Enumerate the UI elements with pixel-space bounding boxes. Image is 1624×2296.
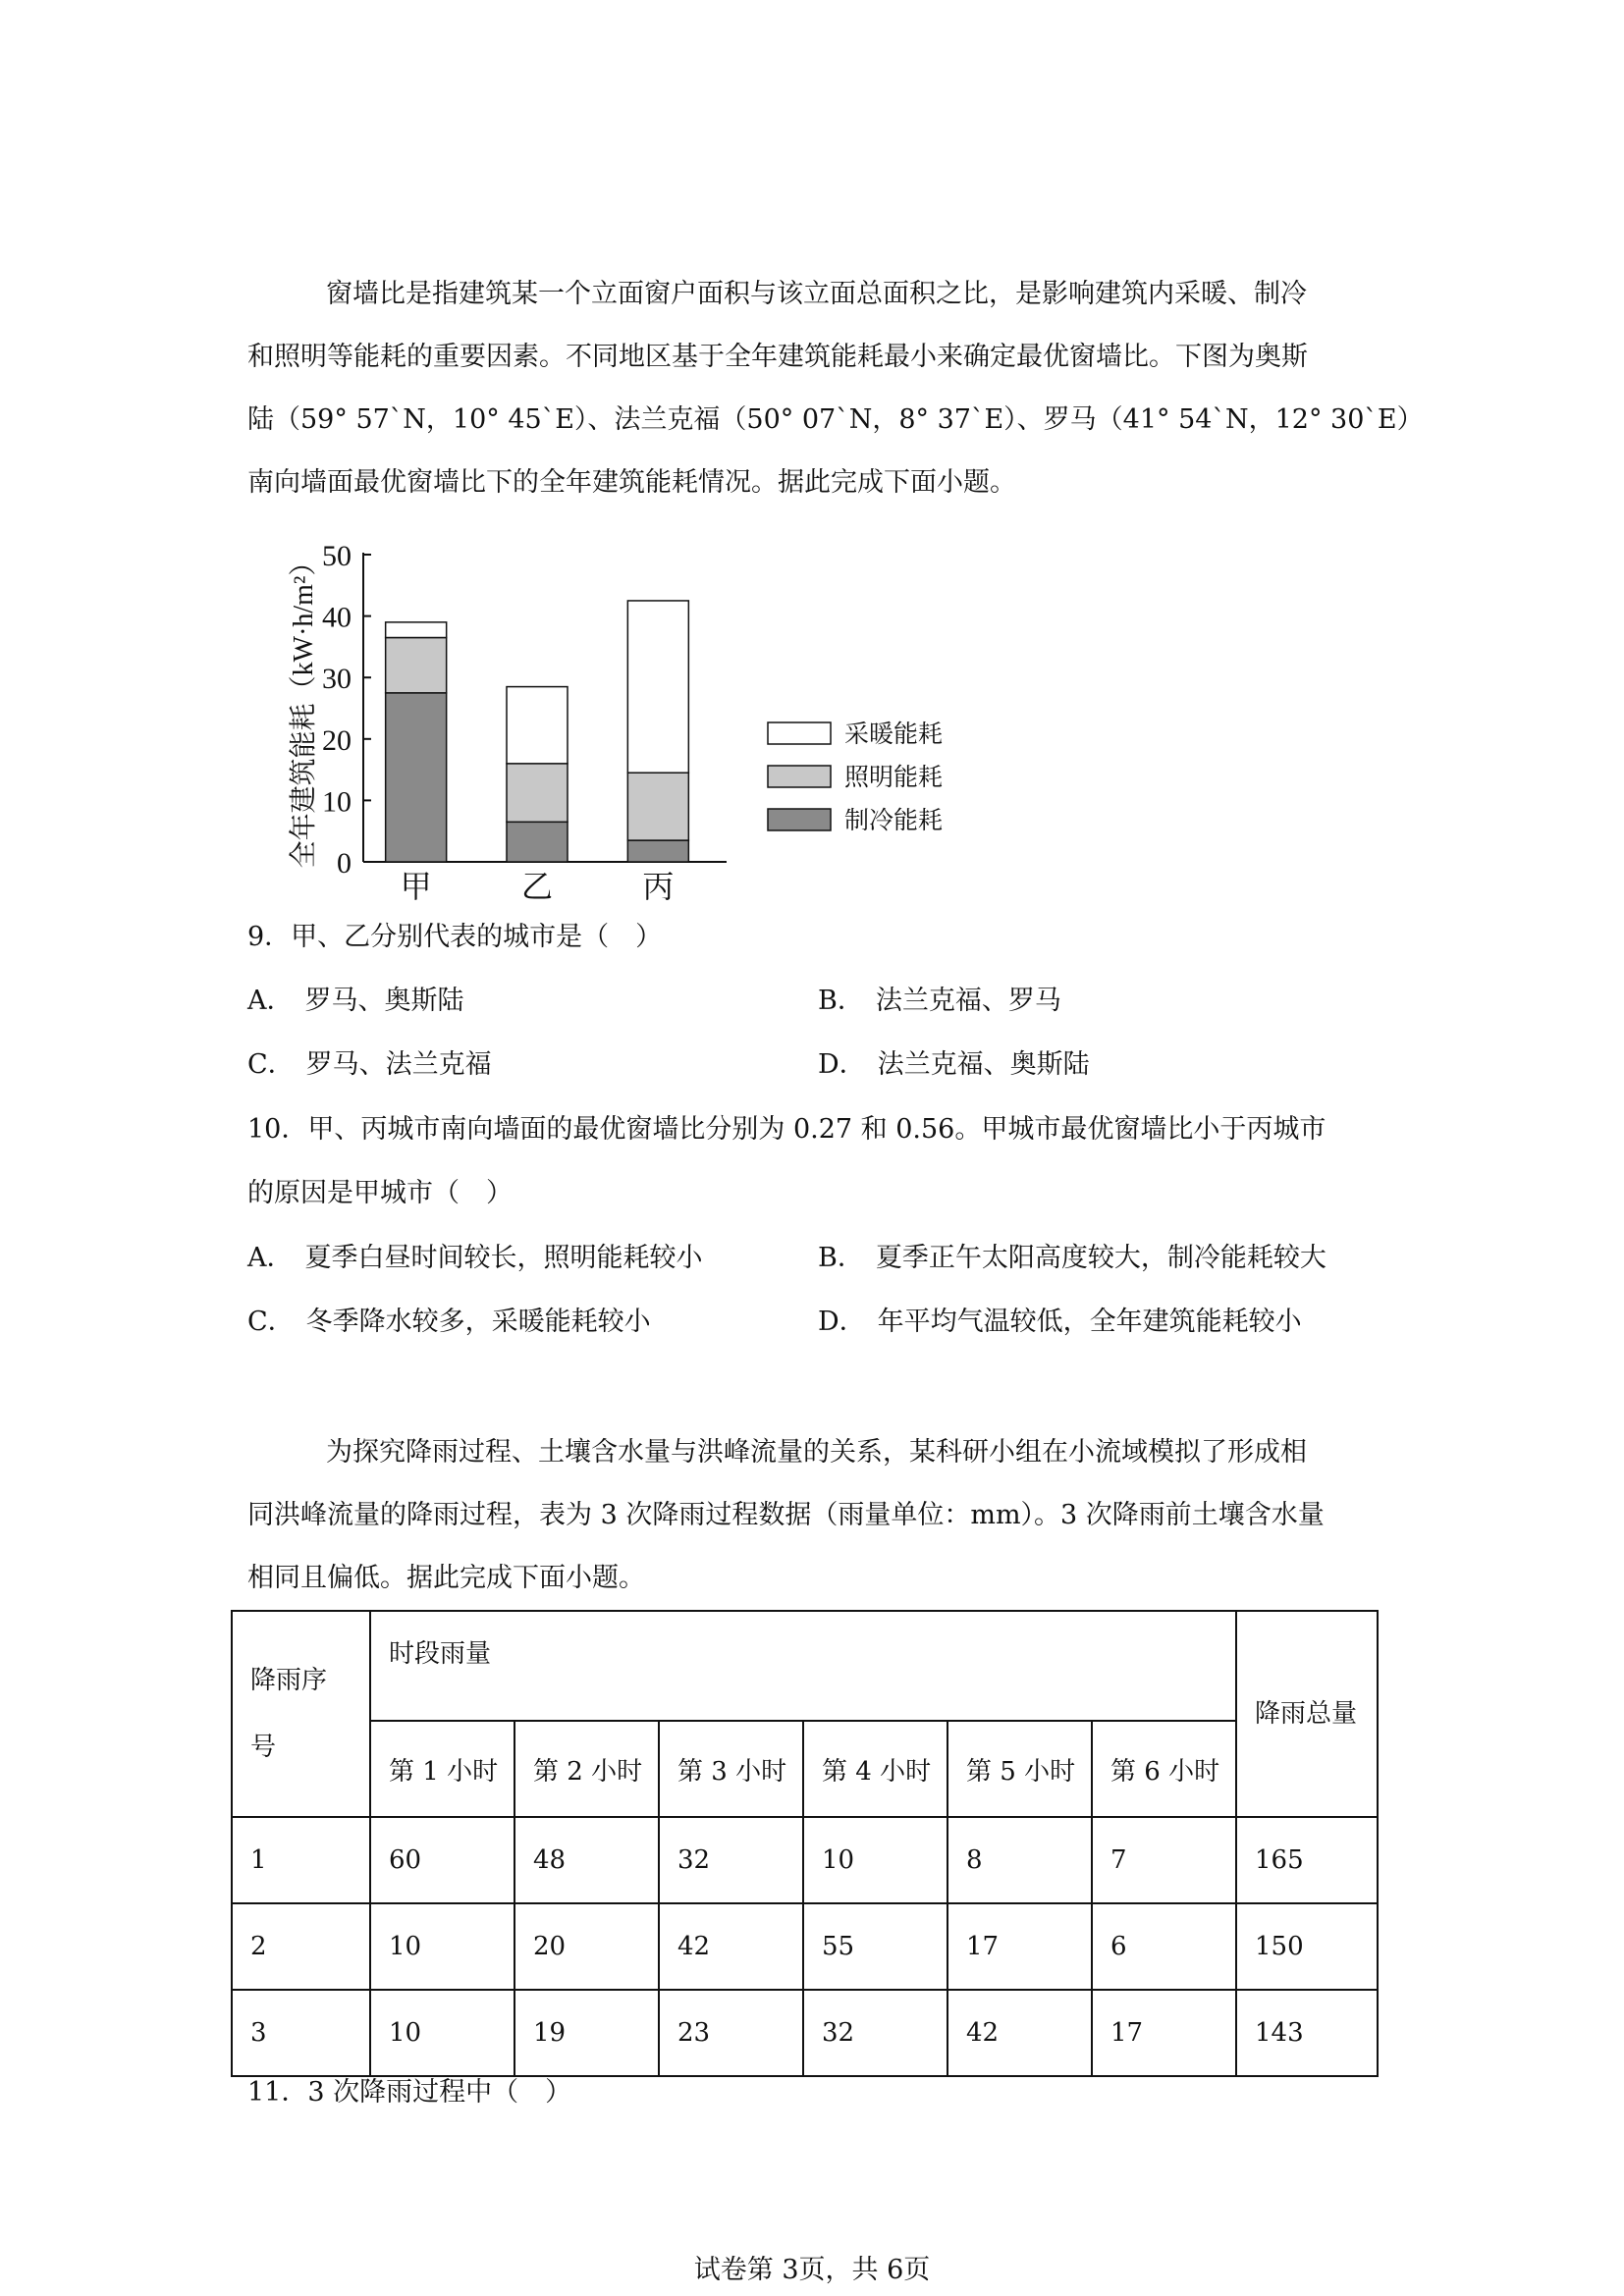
header-hour: 第 4 小时 [803,1721,947,1817]
q10-option-c[interactable] [247,1303,651,1342]
cell-value: 23 [659,1990,803,2076]
passage-line: 陆（59° 57`N，10° 45`E）、法兰克福（50° 07`N，8° 37`E）、罗马（41° 54`N，12° 30`E） [247,404,1424,435]
page-footer: 试卷第 3页，共 6页 [693,2255,931,2285]
cell-seq: 3 [232,1990,370,2076]
cell-value: 32 [803,1990,947,2076]
option-text: 夏季白昼时间较长，照明能耗较小 [304,1243,703,1273]
y-tick-label: 30 [322,663,352,696]
option-letter: B． [818,986,864,1016]
passage-line: 窗墙比是指建筑某一个立面窗户面积与该立面总面积之比，是影响建筑内采暖、制冷 [326,279,1307,309]
option-letter: A． [247,1243,294,1273]
passage-line: 相同且偏低。据此完成下面小题。 [247,1563,645,1593]
legend-swatch [768,722,831,744]
question-10-stem-line1: 10．甲、丙城市南向墙面的最优窗墙比分别为 0.27 和 0.56。甲城市最优窗墙比小于丙城市 [247,1114,1326,1145]
y-tick-label: 20 [322,723,352,757]
x-category-label: 乙 [520,869,554,904]
energy-consumption-chart [265,520,972,913]
option-letter: D． [818,1049,866,1080]
cell-value: 20 [514,1903,659,1990]
q10-option-d[interactable] [818,1303,1302,1342]
passage-line: 同洪峰流量的降雨过程，表为 3 次降雨过程数据（雨量单位：mm）。3 次降雨前土壤含水量 [247,1500,1325,1530]
cell-value: 10 [370,1903,514,1990]
bar-segment [507,687,568,764]
cell-seq: 2 [232,1903,370,1990]
bar-segment [507,764,568,822]
q10-option-b[interactable] [818,1239,1326,1278]
cell-value: 6 [1092,1903,1236,1990]
cell-value: 8 [947,1817,1092,1903]
cell-value: 17 [947,1903,1092,1990]
option-text: 法兰克福、奥斯陆 [877,1049,1090,1080]
option-letter: B． [818,1243,864,1273]
cell-value: 55 [803,1903,947,1990]
header-hour: 第 1 小时 [370,1721,514,1817]
option-letter: C． [247,1049,295,1080]
cell-value: 42 [659,1903,803,1990]
rainfall-table [231,1610,1379,2077]
option-text: 年平均气温较低，全年建筑能耗较小 [877,1307,1302,1337]
cell-value: 48 [514,1817,659,1903]
header-total-rainfall: 降雨总量 [1236,1611,1378,1817]
cell-seq: 1 [232,1817,370,1903]
cell-total: 150 [1236,1903,1378,1990]
passage-line: 和照明等能耗的重要因素。不同地区基于全年建筑能耗最小来确定最优窗墙比。下图为奥斯 [247,342,1308,372]
option-text: 罗马、奥斯陆 [304,986,464,1016]
q10-option-a[interactable] [247,1239,703,1278]
legend-swatch [768,809,831,830]
q9-option-b[interactable] [818,982,1061,1021]
table-row [232,1817,1378,1903]
cell-value: 60 [370,1817,514,1903]
option-text: 法兰克福、罗马 [875,986,1061,1016]
x-category-label: 甲 [400,869,432,904]
cell-value: 10 [803,1817,947,1903]
q9-option-d[interactable] [818,1045,1090,1085]
bar-segment [507,822,568,862]
cell-value: 42 [947,1990,1092,2076]
passage-window-wall-ratio [247,263,1424,514]
header-period-rainfall: 时段雨量 [370,1611,1236,1721]
option-text: 夏季正午太阳高度较大，制冷能耗较大 [875,1243,1326,1273]
y-axis-label: 全年建筑能耗（kW·h/m²） [289,548,319,869]
cell-value: 32 [659,1817,803,1903]
option-letter: D． [818,1307,866,1337]
header-hour: 第 6 小时 [1092,1721,1236,1817]
passage-line: 南向墙面最优窗墙比下的全年建筑能耗情况。据此完成下面小题。 [247,467,1016,498]
cell-value: 7 [1092,1817,1236,1903]
cell-value: 19 [514,1990,659,2076]
passage-rainfall-experiment [247,1421,1386,1610]
bar-segment [386,693,447,862]
cell-total: 143 [1236,1990,1378,2076]
question-9-stem: 9．甲、乙分别代表的城市是（ ） [247,922,663,952]
y-tick-label: 10 [322,785,352,819]
bar-segment [627,840,688,862]
cell-value: 10 [370,1990,514,2076]
y-tick-label: 0 [337,847,352,880]
option-text: 冬季降水较多，采暖能耗较小 [305,1307,651,1337]
bar-segment [386,622,447,638]
q9-option-a[interactable] [247,982,464,1021]
header-hour: 第 3 小时 [659,1721,803,1817]
cell-value: 17 [1092,1990,1236,2076]
legend-label: 照明能耗 [844,765,944,791]
header-rain-seq: 降雨序号 [232,1611,370,1817]
question-10-stem-line2: 的原因是甲城市（ ） [247,1178,513,1208]
header-hour: 第 2 小时 [514,1721,659,1817]
table-row [232,1903,1378,1990]
bar-segment [627,601,688,773]
passage-line: 为探究降雨过程、土壤含水量与洪峰流量的关系，某科研小组在小流域模拟了形成相 [326,1437,1307,1468]
q9-option-c[interactable] [247,1045,492,1085]
legend-label: 采暖能耗 [844,721,944,748]
x-category-label: 丙 [642,869,675,904]
option-text: 罗马、法兰克福 [305,1049,492,1080]
legend-swatch [768,766,831,787]
option-letter: C． [247,1307,295,1337]
cell-total: 165 [1236,1817,1378,1903]
legend-label: 制冷能耗 [844,808,944,834]
y-tick-label: 40 [322,601,352,634]
bar-segment [627,773,688,840]
table-row [232,1990,1378,2076]
option-letter: A． [247,986,294,1016]
y-tick-label: 50 [322,540,352,572]
bar-segment [386,638,447,693]
header-hour: 第 5 小时 [947,1721,1092,1817]
question-11-stem: 11．3 次降雨过程中（ ） [247,2077,572,2108]
